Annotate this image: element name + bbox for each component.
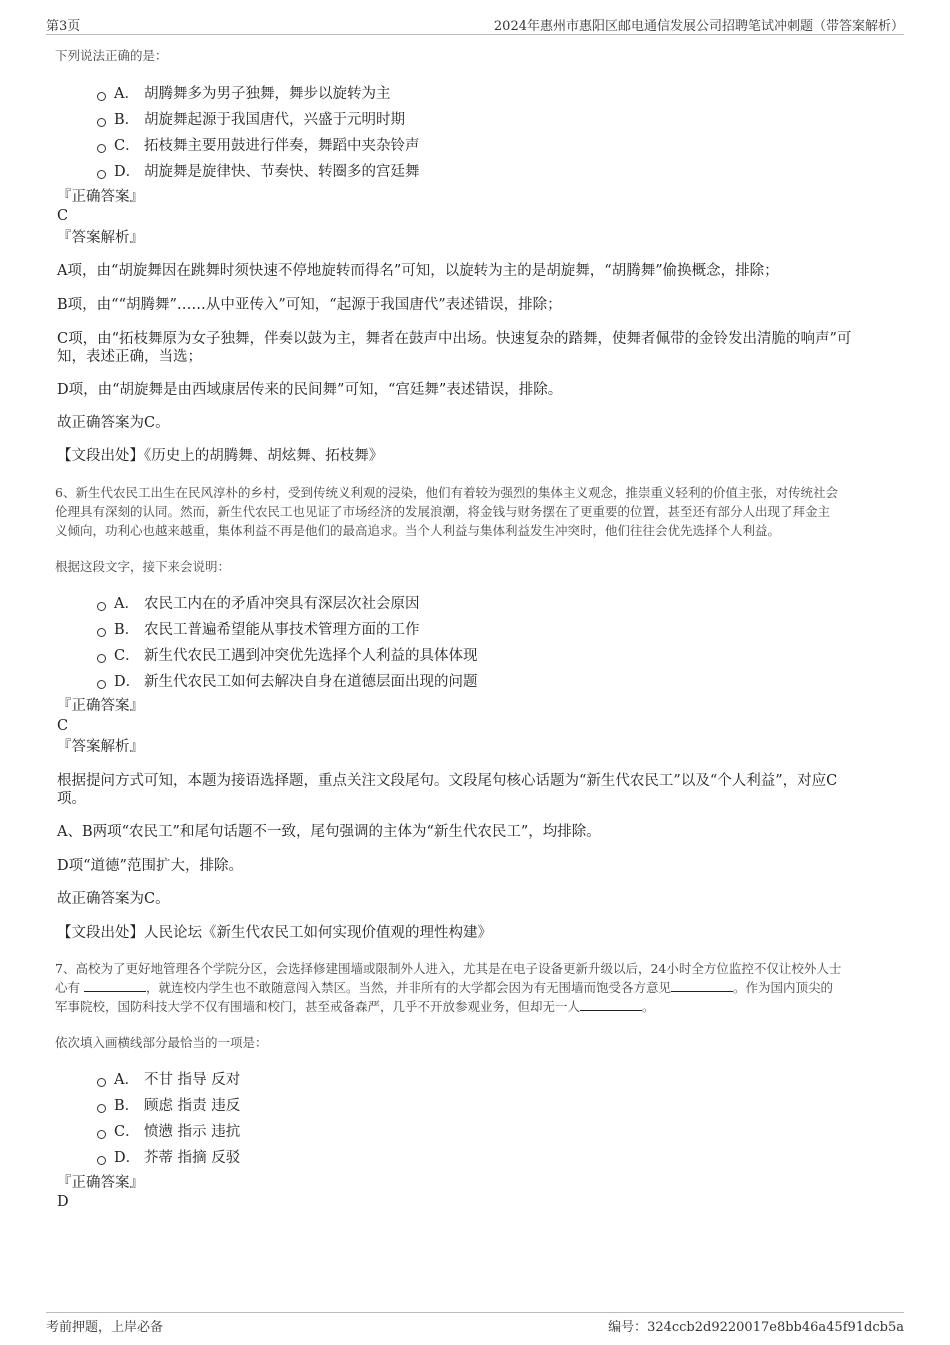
q5-option-d[interactable]: D． 胡旋舞是旋律快、节奏快、转圈多的宫廷舞 [97,160,420,181]
fill-blank [580,998,642,1011]
analysis-line: C项，由“拓枝舞原为女子独舞，伴奏以鼓为主，舞者在鼓声中出场。快速复杂的踏舞，使舞者佩带的金铃发出清脆的响声”可 [57,331,852,347]
analysis-conclusion: 故正确答案为C。 [57,415,170,431]
q6-option-d[interactable]: D． 新生代农民工如何去解决自身在道德层面出现的问题 [97,670,478,691]
analysis-line: B项，由““胡腾舞”……从中亚传入”可知，“起源于我国唐代”表述错误，排除； [57,297,562,313]
q6-stem: 根据这段文字，接下来会说明： [55,559,231,574]
q7-option-d[interactable]: D． 芥蒂 指摘 反驳 [97,1146,240,1167]
radio-icon[interactable] [97,118,106,127]
analysis-line: A项，由“胡旋舞因在跳舞时须快速不停地旋转而得名”可知，以旋转为主的是胡旋舞，“胡腾舞”偷换概念，排除； [57,263,779,279]
q5-option-a[interactable]: A． 胡腾舞多为男子独舞，舞步以旋转为主 [97,82,391,103]
analysis-label: 『答案解析』 [57,739,144,755]
q6-option-c[interactable]: C． 新生代农民工遇到冲突优先选择个人利益的具体体现 [97,644,478,665]
q6-passage-line: 义倾向，功利心也越来越重，集体利益不再是他们的最高追求。当个人利益与集体利益发生冲突时，他们往往会优先选择个人利益。 [55,523,781,538]
q7-passage-line: 7、高校为了更好地管理各个学院分区，会选择修建围墙或限制外人进入，尤其是在电子设备更新升级以后，24小时全方位监控不仅让校外人士 [55,961,842,976]
q6-passage-line: 6、新生代农民工出生在民风淳朴的乡村，受到传统义利观的浸染，他们有着较为强烈的集体主义观念，推崇重义轻利的价值主张，对传统社会 [55,485,838,500]
q7-option-c[interactable]: C． 愤懑 指示 违抗 [97,1120,240,1141]
document-title: 2024年惠州市惠阳区邮电通信发展公司招聘笔试冲刺题（带答案解析） [493,19,904,34]
radio-icon[interactable] [97,92,106,101]
radio-icon[interactable] [97,628,106,637]
page-footer [46,1312,904,1333]
q7-passage-line: 军事院校，国防科技大学不仅有围墙和校门，甚至戒备森严，几乎不开放参观业务，但却无一人 。 [55,999,655,1014]
analysis-label: 『答案解析』 [57,230,144,246]
page-number: 第3页 [46,19,81,34]
radio-icon[interactable] [97,680,106,689]
q6-option-b[interactable]: B． 农民工普遍希望能从事技术管理方面的工作 [97,618,420,639]
source-citation: 【文段出处】人民论坛《新生代农民工如何实现价值观的理性构建》 [57,925,492,941]
radio-icon[interactable] [97,602,106,611]
footer-slogan: 考前押题，上岸必备 [46,1320,164,1335]
answer-label: 『正确答案』 [57,698,144,714]
analysis-line: A、B两项“农民工”和尾句话题不一致，尾句强调的主体为“新生代农民工”，均排除。 [57,824,601,840]
answer-label: 『正确答案』 [57,1175,144,1191]
analysis-line: D项，由“胡旋舞是由西域康居传来的民间舞”可知，“宫廷舞”表述错误，排除。 [57,382,563,398]
analysis-line: 知，表述正确，当选； [57,349,202,365]
radio-icon[interactable] [97,170,106,179]
fill-blank [671,979,733,992]
analysis-line: 根据提问方式可知，本题为接语选择题，重点关注文段尾句。文段尾句核心话题为“新生代农民工”以及“个人利益”，对应C [57,773,838,789]
q7-option-b[interactable]: B． 顾虑 指责 违反 [97,1094,240,1115]
q7-stem: 依次填入画横线部分最恰当的一项是： [55,1035,268,1050]
answer-value: D [57,1194,69,1210]
document-id: 编号：324ccb2d9220017e8bb46a45f91dcb5a [608,1320,904,1335]
radio-icon[interactable] [97,1104,106,1113]
q5-option-c[interactable]: C． 拓枝舞主要用鼓进行伴奏，舞蹈中夹杂铃声 [97,134,420,155]
q6-option-a[interactable]: A． 农民工内在的矛盾冲突具有深层次社会原因 [97,592,420,613]
answer-label: 『正确答案』 [57,189,144,205]
radio-icon[interactable] [97,1130,106,1139]
radio-icon[interactable] [97,144,106,153]
radio-icon[interactable] [97,1078,106,1087]
analysis-line: 项。 [57,791,86,807]
analysis-line: D项“道德”范围扩大，排除。 [57,858,243,874]
page-header [46,14,904,35]
answer-value: C [57,208,69,224]
fill-blank [84,979,146,992]
radio-icon[interactable] [97,654,106,663]
analysis-conclusion: 故正确答案为C。 [57,891,170,907]
q5-stem: 下列说法正确的是： [55,48,168,63]
q7-option-a[interactable]: A． 不甘 指导 反对 [97,1068,240,1089]
q5-option-b[interactable]: B． 胡旋舞起源于我国唐代，兴盛于元明时期 [97,108,405,129]
q6-passage-line: 伦理具有深刻的认同。然而，新生代农民工也见证了市场经济的发展浪潮，将金钱与财务摆在了更重要的位置，甚至还有部分人出现了拜金主 [55,504,831,519]
q7-passage-line: 心有 ，就连校内学生也不敢随意闯入禁区。当然，并非所有的大学都会因为有无围墙而饱受各方意见 。作为国内顶尖的 [55,980,834,995]
answer-value: C [57,718,69,734]
radio-icon[interactable] [97,1156,106,1165]
source-citation: 【文段出处】《历史上的胡腾舞、胡炫舞、拓枝舞》 [57,448,384,464]
